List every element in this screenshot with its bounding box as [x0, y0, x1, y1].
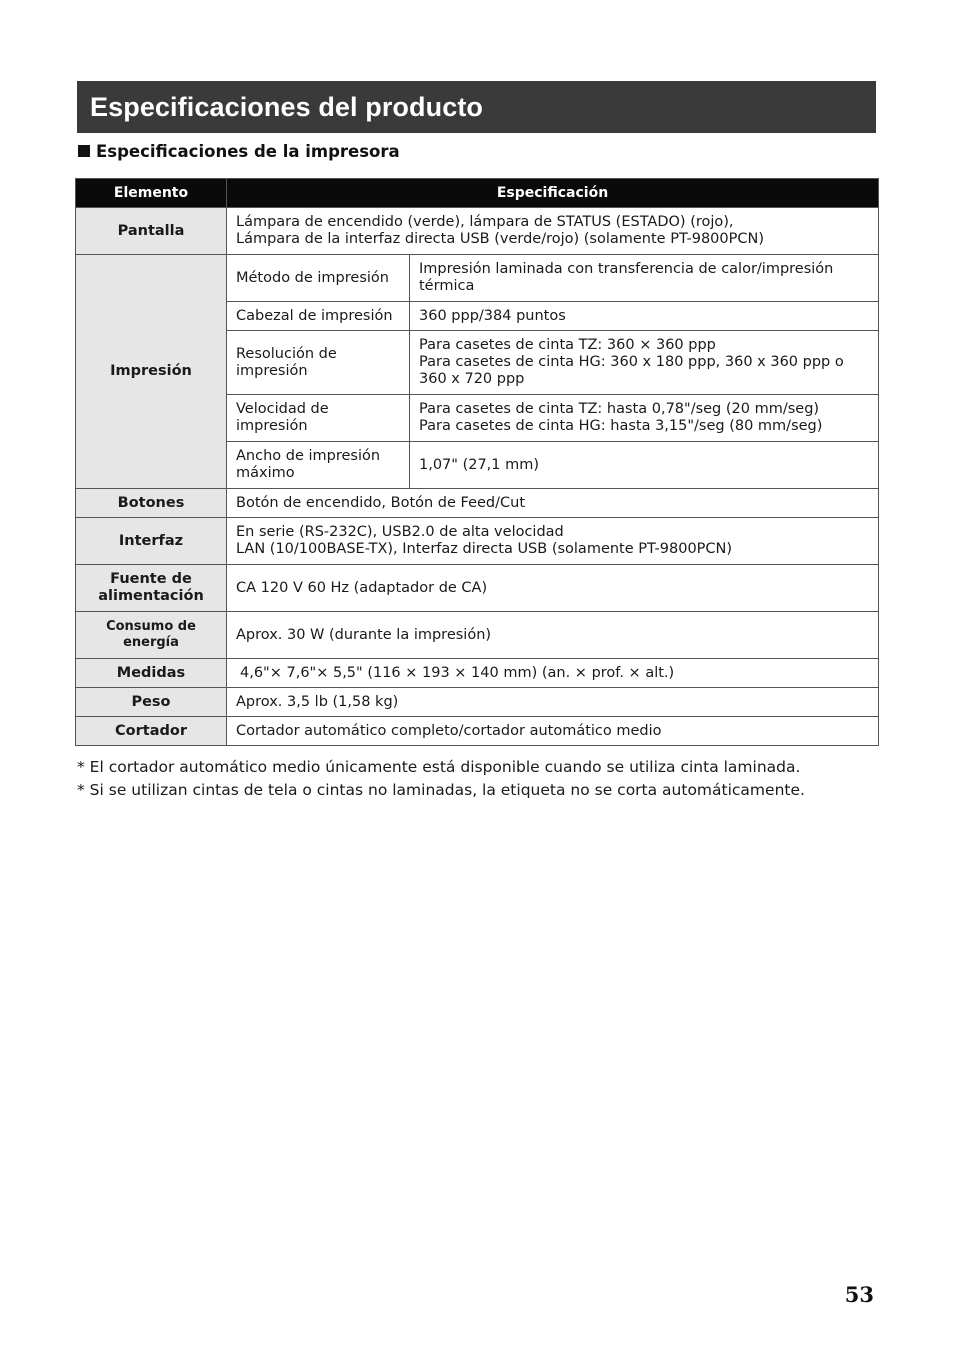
table-row — [76, 489, 879, 518]
row-label-peso: Peso — [76, 688, 227, 717]
row-value-medidas: 4,6"× 7,6"× 5,5" (116 × 193 × 140 mm) (an. × prof. × alt.) — [227, 659, 879, 688]
sub-value-cabezal: 360 ppp/384 puntos — [410, 302, 879, 331]
row-label-botones: Botones — [76, 489, 227, 518]
table-header-row — [76, 179, 879, 208]
row-label-pantalla: Pantalla — [76, 208, 227, 255]
row-value-fuente: CA 120 V 60 Hz (adaptador de CA) — [227, 565, 879, 612]
sub-label-resolucion: Resolución de impresión — [227, 331, 410, 395]
page-title: Especificaciones del producto — [90, 91, 484, 122]
footnotes — [77, 756, 897, 802]
table-row — [76, 659, 879, 688]
header-elemento: Elemento — [76, 179, 227, 208]
sub-label-ancho: Ancho de impresión máximo — [227, 442, 410, 489]
table-row — [76, 518, 879, 565]
table-row — [76, 255, 879, 302]
footnote-2: * Si se utilizan cintas de tela o cintas no laminadas, la etiqueta no se corta automáticamente. — [77, 781, 805, 799]
row-value-pantalla: Lámpara de encendido (verde), lámpara de STATUS (ESTADO) (rojo), Lámpara de la interfaz directa USB (verde/rojo) (solamente PT-9800PCN) — [227, 208, 879, 255]
table-row — [76, 208, 879, 255]
row-label-fuente: Fuente de alimentación — [76, 565, 227, 612]
sub-value-metodo: Impresión laminada con transferencia de calor/impresión térmica — [410, 255, 879, 302]
row-label-medidas: Medidas — [76, 659, 227, 688]
page-number: 53 — [844, 1282, 874, 1307]
specifications-table — [75, 178, 879, 746]
sub-label-cabezal: Cabezal de impresión — [227, 302, 410, 331]
sub-value-velocidad: Para casetes de cinta TZ: hasta 0,78"/seg (20 mm/seg) Para casetes de cinta HG: hasta 3,15"/seg (80 mm/seg) — [410, 395, 879, 442]
row-label-cortador: Cortador — [76, 717, 227, 746]
row-label-impresion: Impresión — [76, 255, 227, 489]
row-label-interfaz: Interfaz — [76, 518, 227, 565]
sub-label-velocidad: Velocidad de impresión — [227, 395, 410, 442]
row-value-cortador: Cortador automático completo/cortador automático medio — [227, 717, 879, 746]
section-heading — [78, 139, 400, 163]
row-label-consumo: Consumo de energía — [76, 612, 227, 659]
table-row — [76, 717, 879, 746]
square-bullet-icon — [78, 145, 90, 157]
row-value-consumo: Aprox. 30 W (durante la impresión) — [227, 612, 879, 659]
section-heading-text: Especificaciones de la impresora — [96, 141, 400, 161]
sub-value-ancho: 1,07" (27,1 mm) — [410, 442, 879, 489]
row-value-peso: Aprox. 3,5 lb (1,58 kg) — [227, 688, 879, 717]
sub-value-resolucion: Para casetes de cinta TZ: 360 × 360 ppp Para casetes de cinta HG: 360 x 180 ppp, 360 x 360 ppp o 360 x 720 ppp — [410, 331, 879, 395]
header-especificacion: Especificación — [227, 179, 879, 208]
footnote-1: * El cortador automático medio únicamente está disponible cuando se utiliza cinta laminada. — [77, 758, 801, 776]
table-row — [76, 688, 879, 717]
sub-label-metodo: Método de impresión — [227, 255, 410, 302]
table-row — [76, 612, 879, 659]
row-value-botones: Botón de encendido, Botón de Feed/Cut — [227, 489, 879, 518]
row-value-interfaz: En serie (RS-232C), USB2.0 de alta velocidad LAN (10/100BASE-TX), Interfaz directa USB (solamente PT-9800PCN) — [227, 518, 879, 565]
table-row — [76, 565, 879, 612]
page-title-bar — [77, 81, 876, 133]
